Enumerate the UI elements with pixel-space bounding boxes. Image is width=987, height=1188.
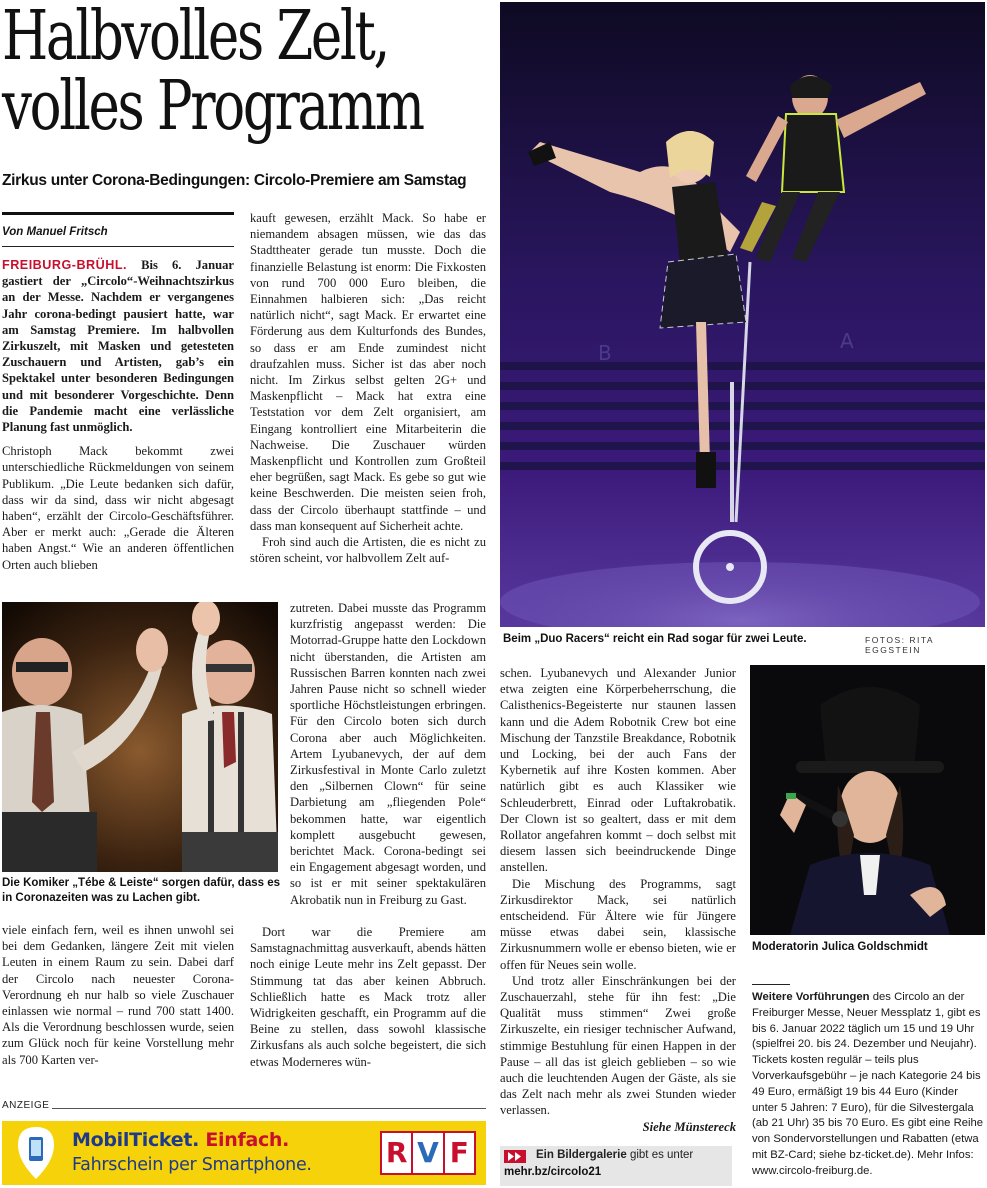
gallery-label-rest: gibt es unter — [626, 1149, 694, 1161]
body-paragraph: Die Mischung des Programms, sagt Zirkusdirektor Mack, sei natürlich entscheidend. Für Ältere wie für Jüngere müsse etwas dabei sein, klassische Zirkusnummern wolle er ebenso bieten, wie er offen für Neues sein wolle. — [500, 876, 736, 972]
double-arrow-icon — [504, 1150, 526, 1163]
body-paragraph: Und trotz aller Einschränkungen bei der Zuschauerzahl, stehe für ihn fest: „Die Qualität muss stimmen“ Zwei große Zirkuszelte, ein riesiger technischer Aufwand, stimmige Bestuhlung für einen Happen in der Pause – all das ist gleich geblieben – so wie auch die leuchtenden Augen der Gäste, als sie das Zelt nach mehr als zwei Stunden wieder verlassen. — [500, 973, 736, 1118]
comedians-photo — [2, 602, 278, 872]
ad-label: ANZEIGE — [2, 1100, 50, 1111]
body-paragraph: Froh sind auch die Artisten, die es nicht zu stören scheint, vor halbvollem Zelt auf- — [250, 535, 486, 566]
gallery-label-bold: Ein Bildergalerie — [536, 1149, 627, 1161]
body-paragraph: Christoph Mack bekommt zwei unterschiedliche Rückmeldungen von seinem Publikum. „Die Leute bedanken sich dafür, dass wir da sind, dass wir nicht abgesagt haben“, erzählt der Circolo-Geschäftsführer. Aber er merkt auch: „Gerade die Älteren haben Angst.“ Wie an anderen öffentlichen Orten auch blieben — [2, 444, 234, 572]
rvf-logo-r: R — [385, 1136, 408, 1169]
body-paragraph: Dort war die Premiere am Samstagnachmittag ausverkauft, abends hätten noch einige Leute mehr ins Zelt gepasst. Der Stimmung tat das aber keinen Abbruch. Schließlich hatte es Mack trotz aller Widrigkeiten geschafft, ein Programm auf die Beine zu stellen, dass sowohl klassische Zirkusfans als auch solche begeistert, die sich etwas Moderneres wün- — [250, 925, 486, 1069]
article-column-2-bottom — [250, 924, 486, 1070]
comedians-caption: Die Komiker „Tébe & Leiste“ sorgen dafür, dass es in Coronazeiten was zu Lachen gibt. — [2, 877, 281, 904]
headline-line-2: volles Programm — [2, 67, 423, 146]
byline-rule-bottom — [2, 246, 234, 247]
headline-line-1: Halbvolles Zelt, — [2, 0, 389, 76]
info-box-rule — [752, 984, 790, 985]
seat-sign-b: B — [598, 341, 612, 365]
info-box-text: des Circolo an der Freiburger Messe, Neuer Messplatz 1, gibt es bis 6. Januar 2022 täglich um 15 und 19 Uhr (spielfrei 20. bis 24. Dezember und Neujahr). Tickets kosten regulär – teils plus Vorverkaufsgebühr – je nach Kategorie 24 bis 49 Euro, ermäßigt 19 bis 44 Euro (Kinder unter 5 Jahren: 7 Euro), für die Silvestergala (ab 21 Uhr) 35 bis 70 Euro. Es gibt eine Reihe von Sondervorstellungen und Rabatten (etwa mit BZ-Card; siehe bz-ticket.de). Mehr Infos: www.circolo-freiburg.de. — [752, 991, 984, 1177]
ad-headline-b: Einfach. — [199, 1129, 290, 1151]
body-paragraph: schen. Lyubanevych und Alexander Junior etwa zeigten eine Körperbeherrschung, die Calisthenics-Begeisterte nur staunen lassen kann und die Adem Robotnik Crew bot eine Mischung der Tanzstile Breakdance, Robotnik und Locking, bei der auch Fans der Kybernetik auf ihre Kosten kommen. Aber natürlich gibt es auch Klassiker wie Schleuderbrett, Einrad oder Luftakrobatik. Der Clown ist so gealtert, dass er mit dem Rollator angefahren kommt – doch selbst mit diesem lassen sich beeindruckende Dinge anstellen. — [500, 666, 736, 875]
gallery-label — [536, 1149, 693, 1161]
moderator-photo — [750, 665, 985, 935]
article-column-1-bottom — [2, 922, 234, 1068]
rvf-logo-v: V — [411, 1133, 444, 1173]
info-box-title: Weitere Vorführungen — [752, 991, 870, 1003]
rvf-logo-f: F — [449, 1136, 469, 1169]
body-paragraph: zutreten. Dabei musste das Programm kurzfristig angepasst werden: Die Motorrad-Gruppe hatte den Lockdown nicht überstanden, die Artisten am Russischen Barren konnten nach zwei Jahren Pause nicht so schnell wieder sportliche Höchstleistungen erbringen. Für den Circolo boten sich durch Corona aber auch Möglichkeiten. Artem Lyubanevych, der auf dem Zirkusfestival in Monte Carlo zuletzt den „Silbernen Clown“ für seine Darbietung am „fliegenden Pole“ bekommen hatte, war eigentlich komplett ausgebucht gewesen, berichtet Mack. Corona-bedingt sei ein Engagement abgesagt worden, und so ist er mit seiner spektakulären Akrobatik nun in Freiburg zu Gast. — [290, 601, 486, 907]
advertisement-banner[interactable] — [2, 1121, 486, 1185]
ad-headline — [72, 1129, 289, 1151]
photo-credit: FOTOS: RITA EGGSTEIN — [865, 635, 934, 655]
seat-sign-a: A — [840, 329, 854, 353]
main-photo-caption: Beim „Duo Racers“ reicht ein Rad sogar für zwei Leute. — [503, 633, 807, 645]
article-column-1-top — [2, 257, 234, 573]
article-column-2-narrow — [290, 600, 486, 908]
article-column-2-top — [250, 210, 486, 566]
rvf-logo — [380, 1131, 476, 1175]
byline: Von Manuel Fritsch — [2, 226, 108, 238]
gallery-link-box[interactable] — [500, 1146, 732, 1186]
body-paragraph: kauft gewesen, erzählt Mack. So habe er niemandem absagen müssen, wie das das Stadttheater gerade tun musste. Doch die finanzielle Belastung ist enorm: Die Fixkosten von rund 700 000 Euro bleiben, die Einnahmen halbieren sich: „Das reicht natürlich nicht“, sagt Mack. Er erwartet eine Förderung aus dem Kulturfonds des Bundes, so dass er am Ende zumindest nicht draufzahlen muss. Sicher ist das aber noch nicht. Im Zirkus selbst gelten 2G+ und Maskenpflicht – Mack hat extra eine Teststation vor dem Zelt organisiert, am Eingang kontrolliert eine Mitarbeiterin die Nachweise. Die Zuschauer würden Maskenpflicht und Kontrollen zum Großteil eher begrüßen, sagt Mack. Es gebe so gut wie keine Beschwerden. Die meisten seien froh, dass der Circolo überhaupt stattfinde – und dass man konsequent auf Sicherheit achte. — [250, 211, 486, 533]
lead-paragraph — [2, 257, 234, 435]
ad-label-rule — [52, 1108, 486, 1109]
subheadline: Zirkus unter Corona-Bedingungen: Circolo-Premiere am Samstag — [2, 172, 467, 189]
phone-ticket-icon — [14, 1125, 58, 1181]
byline-rule-top — [2, 212, 234, 215]
ad-subline: Fahrschein per Smartphone. — [72, 1155, 312, 1175]
article-column-3 — [500, 665, 736, 1135]
moderator-caption: Moderatorin Julica Goldschmidt — [752, 941, 928, 953]
duo-racers-illustration — [500, 2, 985, 627]
comedians-photo-illustration — [2, 602, 278, 872]
ad-headline-a: MobilTicket. — [72, 1129, 200, 1151]
headline — [2, 0, 486, 146]
page-reference: Siehe Münstereck — [642, 1119, 736, 1134]
moderator-illustration — [750, 665, 985, 935]
main-photo-duo-racers — [500, 2, 985, 627]
lead-text: Bis 6. Januar gastiert der „Circolo“-Weihnachtszirkus an der Messe. Nachdem er vergangenes Jahr corona-bedingt pausiert hatte, war am Samstag Premiere. Im halbvollen Zirkuszelt, mit Masken und getesteten Zuschauern und Artisten, gab’s ein Spektakel unter besonderen Bedingungen und mit besonderer Vorgeschichte. Denn die Pandemie macht eine verlässliche Planung fast unmöglich. — [2, 258, 234, 435]
dateline: FREIBURG-BRÜHL. — [2, 258, 128, 272]
info-box — [752, 990, 986, 1180]
body-paragraph: viele einfach fern, weil es ihnen unwohl sei bei dem Gedanken, längere Zeit mit vielen Leuten in einem Raum zu sein. Dabei darf der Circolo nach neuester Corona-Verordnung eh nur halb so viele Zuschauer einlassen wie normal – rund 700 statt 1400. Als die Verordnung beschlossen wurde, seien zum Glück noch für keine Vorstellung mehr als 700 Karten ver- — [2, 923, 234, 1067]
gallery-url[interactable]: mehr.bz/circolo21 — [504, 1166, 602, 1178]
